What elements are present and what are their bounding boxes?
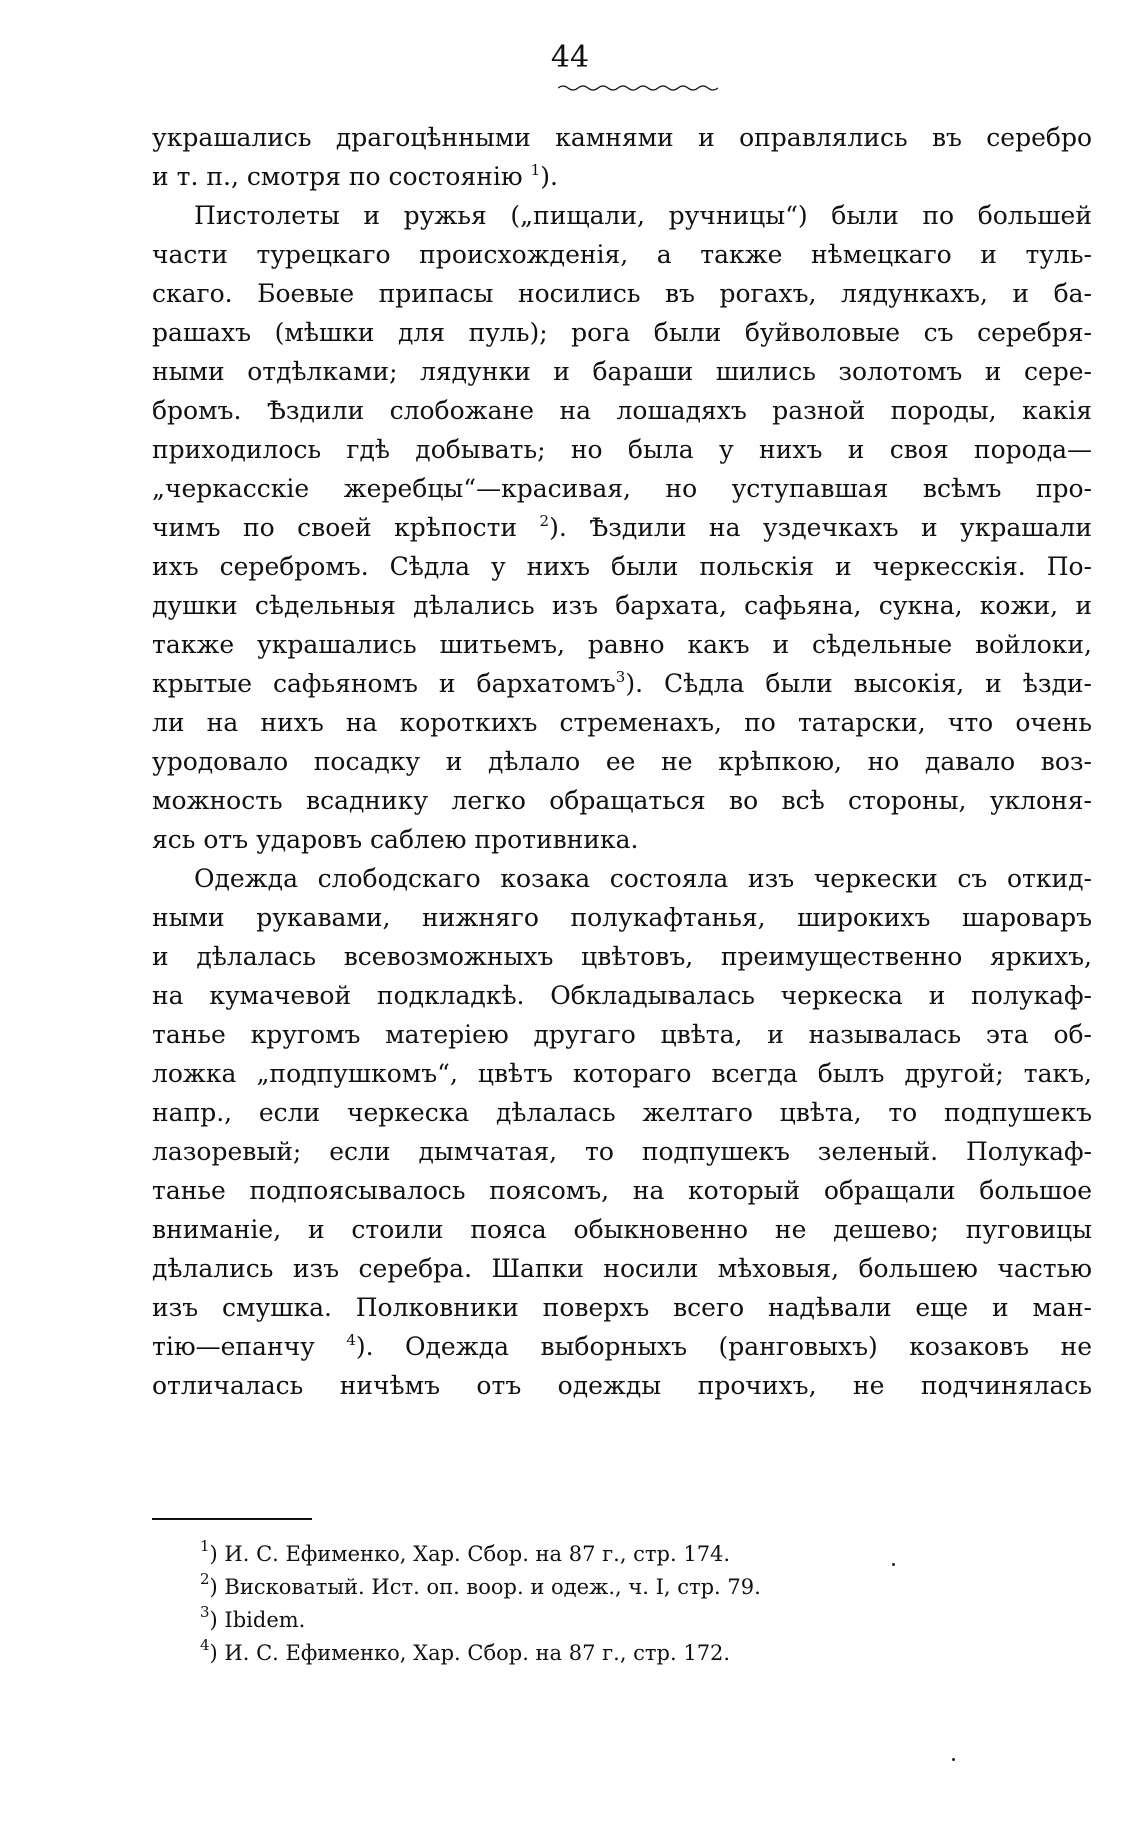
line-text: чимъ по своей крѣпости (152, 513, 540, 542)
footnote (200, 1604, 900, 1637)
text-line (152, 703, 1092, 742)
line-text: на кумачевой подкладкѣ. Обкладывалась черкеска и полукаф- (152, 981, 1092, 1010)
text-line (152, 898, 1092, 937)
line-text: ясь отъ ударовъ саблею противника. (152, 825, 639, 854)
footnote-mark: 4 (200, 1636, 210, 1654)
footnote (200, 1571, 900, 1604)
footnote-rule (152, 1518, 312, 1520)
line-text: „черкасскіе жеребцы“—красивая, но уступавшая всѣмъ про- (152, 474, 1092, 503)
text-line (152, 1015, 1092, 1054)
footnote (200, 1637, 900, 1670)
text-line (152, 859, 1092, 898)
line-text: и дѣлалась всевозможныхъ цвѣтовъ, преимущественно яркихъ, (152, 942, 1092, 971)
body-text (152, 118, 1092, 1405)
line-text: изъ смушка. Полковники поверхъ всего надѣвали еще и ман- (152, 1293, 1092, 1322)
print-speck (892, 1563, 895, 1566)
line-text-tail: ). (540, 162, 558, 191)
footnote-reference: 3 (615, 668, 626, 686)
footnote (200, 1538, 900, 1571)
line-text: крытые сафьяномъ и бархатомъ (152, 669, 616, 698)
page-number: 44 (550, 40, 590, 75)
line-text: украшались драгоцѣнными камнями и оправлялись въ серебро (152, 123, 1092, 152)
text-line (152, 547, 1092, 586)
text-line (152, 664, 1092, 703)
line-text: рашахъ (мѣшки для пуль); рога были буйволовые съ серебря- (152, 318, 1092, 347)
text-line (152, 157, 1092, 196)
text-line (152, 1054, 1092, 1093)
text-line (152, 430, 1092, 469)
line-text: душки сѣдельныя дѣлались изъ бархата, сафьяна, сукна, кожи, и (152, 591, 1092, 620)
footnote-text: ) Висковатый. Ист. оп. воор. и одеж., ч. I, стр. 79. (209, 1575, 761, 1599)
line-text: можность всаднику легко обращаться во всѣ стороны, уклоня- (152, 786, 1092, 815)
text-line (152, 235, 1092, 274)
line-text: вниманіе, и стоили пояса обыкновенно не дешево; пуговицы (152, 1215, 1092, 1244)
line-text: тію—епанчу (152, 1332, 347, 1361)
line-text: ихъ серебромъ. Сѣдла у нихъ были польскія и черкесскія. По- (152, 552, 1092, 581)
text-line (152, 274, 1092, 313)
line-text-tail: ). Ѣздили на уздечкахъ и украшали (549, 513, 1092, 542)
line-text: танье кругомъ матеріею другаго цвѣта, и называлась эта об- (152, 1020, 1092, 1049)
text-line (152, 313, 1092, 352)
text-line (152, 391, 1092, 430)
line-text: также украшались шитьемъ, равно какъ и сѣдельные войлоки, (152, 630, 1092, 659)
line-text: лазоревый; если дымчатая, то подпушекъ зеленый. Полукаф- (152, 1137, 1092, 1166)
footnote-mark: 2 (200, 1570, 210, 1588)
line-text-tail: ). Сѣдла были высокія, и ѣзди- (625, 669, 1092, 698)
line-text: ными отдѣлками; лядунки и бараши шились золотомъ и сере- (152, 357, 1092, 386)
line-text: уродовало посадку и дѣлало ее не крѣпкою, но давало воз- (152, 747, 1092, 776)
line-text: приходилось гдѣ добывать; но была у нихъ и своя порода— (152, 435, 1092, 464)
footnote-text: ) Ibidem. (209, 1608, 306, 1632)
footnote-reference: 2 (539, 512, 550, 530)
page-number-ornament (558, 84, 718, 92)
line-text: ными рукавами, нижняго полукафтанья, широкихъ шароваръ (152, 903, 1092, 932)
footnote-mark: 3 (200, 1603, 210, 1621)
line-text: Одежда слободскаго козака состояла изъ черкески съ откид- (194, 864, 1092, 893)
text-line (152, 625, 1092, 664)
footnote-mark: 1 (200, 1537, 210, 1555)
text-line (152, 508, 1092, 547)
text-line (152, 1171, 1092, 1210)
footnotes (200, 1538, 900, 1670)
text-line (152, 1327, 1092, 1366)
line-text-tail: ). Одежда выборныхъ (ранговыхъ) козаковъ не (355, 1332, 1092, 1361)
line-text: ли на нихъ на короткихъ стременахъ, по татарски, что очень (152, 708, 1092, 737)
text-line (152, 1093, 1092, 1132)
text-line (152, 1366, 1092, 1405)
footnote-text: ) И. С. Ефименко, Хар. Сбор. на 87 г., стр. 172. (209, 1641, 731, 1665)
text-line (152, 781, 1092, 820)
line-text: дѣлались изъ серебра. Шапки носили мѣховыя, большею частью (152, 1254, 1092, 1283)
text-line (152, 1210, 1092, 1249)
line-text: напр., если черкеска дѣлалась желтаго цвѣта, то подпушекъ (152, 1098, 1092, 1127)
line-text: скаго. Боевые припасы носились въ рогахъ, лядункахъ, и ба- (152, 279, 1092, 308)
line-text: танье подпоясывалось поясомъ, на который обращали большое (152, 1176, 1092, 1205)
text-line (152, 937, 1092, 976)
text-line (152, 820, 1092, 859)
text-line (152, 1132, 1092, 1171)
line-text: части турецкаго происхожденія, а также нѣмецкаго и туль- (152, 240, 1092, 269)
text-line (152, 1288, 1092, 1327)
line-text: и т. п., смотря по состоянію (152, 162, 531, 191)
footnote-text: ) И. С. Ефименко, Хар. Сбор. на 87 г., стр. 174. (209, 1542, 731, 1566)
footnote-reference: 4 (346, 1331, 356, 1349)
text-line (152, 586, 1092, 625)
text-line (152, 352, 1092, 391)
text-line (152, 742, 1092, 781)
line-text: бромъ. Ѣздили слобожане на лошадяхъ разной породы, какія (152, 396, 1092, 425)
print-speck (952, 1758, 955, 1761)
text-line (152, 976, 1092, 1015)
line-text: отличалась ничѣмъ отъ одежды прочихъ, не подчинялась (152, 1371, 1092, 1400)
text-line (152, 469, 1092, 508)
footnote-reference: 1 (530, 161, 541, 179)
text-line (152, 118, 1092, 157)
text-line (152, 196, 1092, 235)
line-text: Пистолеты и ружья („пищали, ручницы“) были по большей (194, 201, 1092, 230)
text-line (152, 1249, 1092, 1288)
line-text: ложка „подпушкомъ“, цвѣтъ котораго всегда былъ другой; такъ, (152, 1059, 1092, 1088)
